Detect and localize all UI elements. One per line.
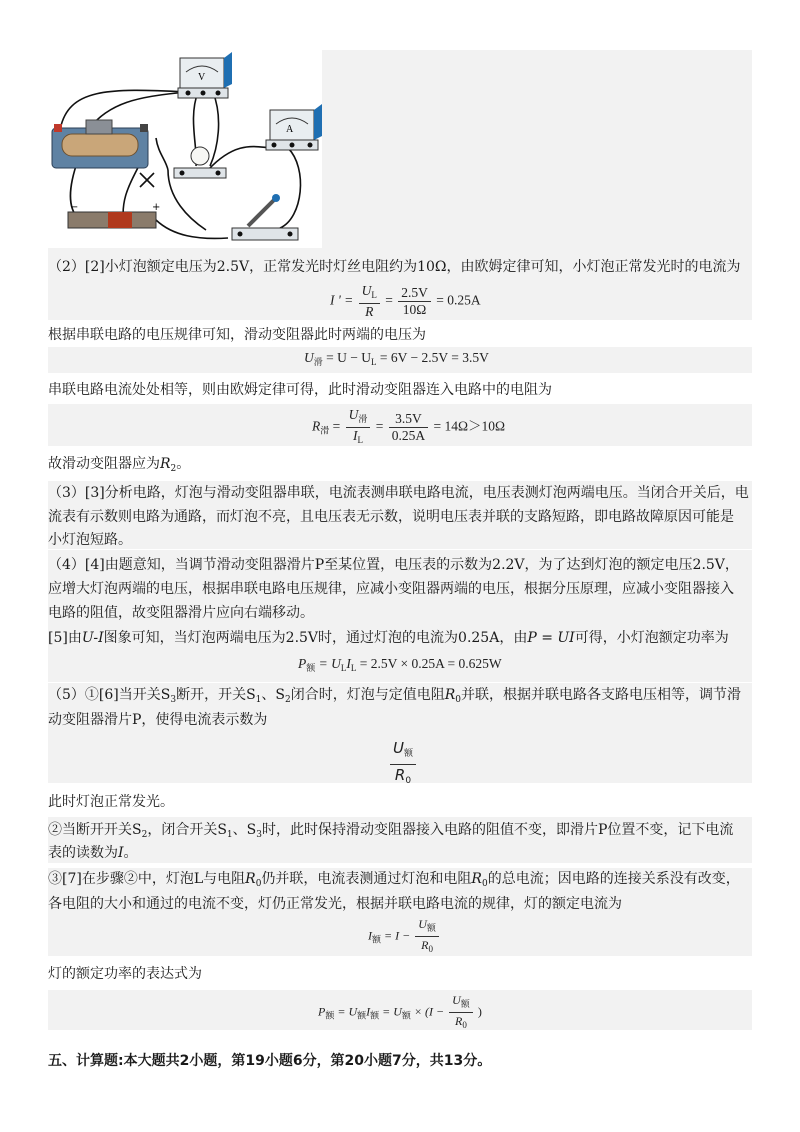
p5-eq1: $I_额 = I$ − $\frac{U_额}{R_0}$ bbox=[368, 916, 441, 957]
circuit-diagram bbox=[48, 48, 322, 248]
ammeter-label: A bbox=[286, 124, 294, 135]
p2-line1: （2）[2]小灯泡额定电压为2.5V，正常发光时灯丝电阻约为10Ω，由欧姆定律可知，小灯泡正常发光时的电流为 bbox=[48, 259, 741, 275]
voltmeter-label: V bbox=[198, 72, 206, 83]
voltmeter-icon bbox=[178, 52, 232, 98]
p2-line2: 根据串联电路的电压规律可知，滑动变阻器此时两端的电压为 bbox=[48, 327, 426, 343]
p5-line4: ②当断开开关$S_2$，闭合开关$S_1$、$S_3$时，此时保持滑动变阻器接入电路的阻值不变，即滑片P位置不变，记下电流 bbox=[48, 822, 734, 840]
p2-eq3: $R_滑$ = $\frac{U_滑}{I_L}$ = $\frac{3.5V}{0.25A}$ = 14Ω＞10Ω bbox=[312, 407, 505, 448]
p3-line3: 小灯泡短路。 bbox=[48, 532, 132, 548]
ammeter-icon bbox=[266, 104, 322, 150]
p5-line7: 各电阻的大小和通过的电流不变，灯仍正常发光，根据并联电路电流的规律，灯的额定电流为 bbox=[48, 896, 622, 912]
p3-line1: （3）[3]分析电路，灯泡与滑动变阻器串联，电流表测串联电路电流，电压表测灯泡两端电压。当闭合开关后，电 bbox=[48, 485, 749, 501]
eq1-rhs: = 0.25A bbox=[436, 292, 481, 308]
p5-line3: 此时灯泡正常发光。 bbox=[48, 794, 174, 810]
eq3-frac2: $\frac{3.5V}{0.25A}$ bbox=[389, 411, 428, 444]
p5-line1: （5）①[6]当开关$S_3$断开，开关$S_1$、$S_2$闭合时，灯泡与定值电阻$R_0$并联，根据并联电路各支路电压相等，调节滑 bbox=[48, 687, 742, 705]
section-heading: 五、计算题:本大题共2小题，第19小题6分，第20小题7分，共13分。 bbox=[48, 1053, 492, 1069]
svg-text:+: + bbox=[152, 202, 161, 213]
p5-line2: 动变阻器滑片P，使得电流表示数为 bbox=[48, 712, 268, 728]
p2-eq1: I ' = $\frac{U_L}{R}$ = $\frac{2.5V}{10\Omega}$ = 0.25A bbox=[330, 283, 481, 319]
p2-line4: 故滑动变阻器应为$R_2$。 bbox=[48, 456, 191, 474]
p4-eq: $P_额 = U_LI_L = 2.5V \times 0.25A = 0.625W$ bbox=[298, 656, 502, 673]
p4-line3: 电路的阻值，故变阻器滑片应向右端移动。 bbox=[48, 605, 314, 621]
p4-line4: [5]由U-I图象可知，当灯泡两端电压为2.5V时，通过灯泡的电流为0.25A，由P = UI可得，小灯泡额定功率为 bbox=[48, 630, 729, 646]
p4-line1: （4）[4]由题意知，当调节滑动变阻器滑片P至某位置，电压表的示数为2.2V，为了达到灯泡的额定电压2.5V， bbox=[48, 557, 739, 573]
eq1-frac1: $\frac{U_L}{R}$ bbox=[359, 283, 380, 320]
p5-line6: ③[7]在步骤②中，灯泡L与电阻$R_0$仍并联，电流表测通过灯泡和电阻$R_0$的总电流；因电路的连接关系没有改变， bbox=[48, 871, 740, 889]
p5-line8: 灯的额定功率的表达式为 bbox=[48, 966, 202, 982]
eq1-lhs: I ' = bbox=[330, 292, 354, 308]
p2-eq2: $U_滑 = U - U_L = 6V - 2.5V = 3.5V$ bbox=[304, 350, 489, 367]
eq1-frac2: $\frac{2.5V}{10\Omega}$ bbox=[398, 285, 431, 318]
svg-text:−: − bbox=[70, 202, 79, 213]
p3-line2: 流表有示数则电路为通路，而灯泡不亮，且电压表无示数，说明电压表并联的支路短路，即电路故障原因可能是 bbox=[48, 509, 734, 525]
p5-frac: $\frac{U_额}{R_0}$ bbox=[388, 738, 418, 791]
p2-line3: 串联电路电流处处相等，则由欧姆定律可得，此时滑动变阻器连入电路中的电阻为 bbox=[48, 382, 552, 398]
p5-line5: 表的读数为I。 bbox=[48, 845, 138, 861]
eq3-frac1: $\frac{U_滑}{I_L}$ bbox=[346, 407, 371, 448]
p5-eq2: $P_额 = U_额I_额 = U_额 \times (I$ − $\frac{U_额}{R_0}$ ) bbox=[318, 993, 482, 1030]
p4-line2: 应增大灯泡两端的电压，根据串联电路电压规律，应减小变阻器两端的电压，根据分压原理，应减小变阻器接入 bbox=[48, 581, 734, 597]
